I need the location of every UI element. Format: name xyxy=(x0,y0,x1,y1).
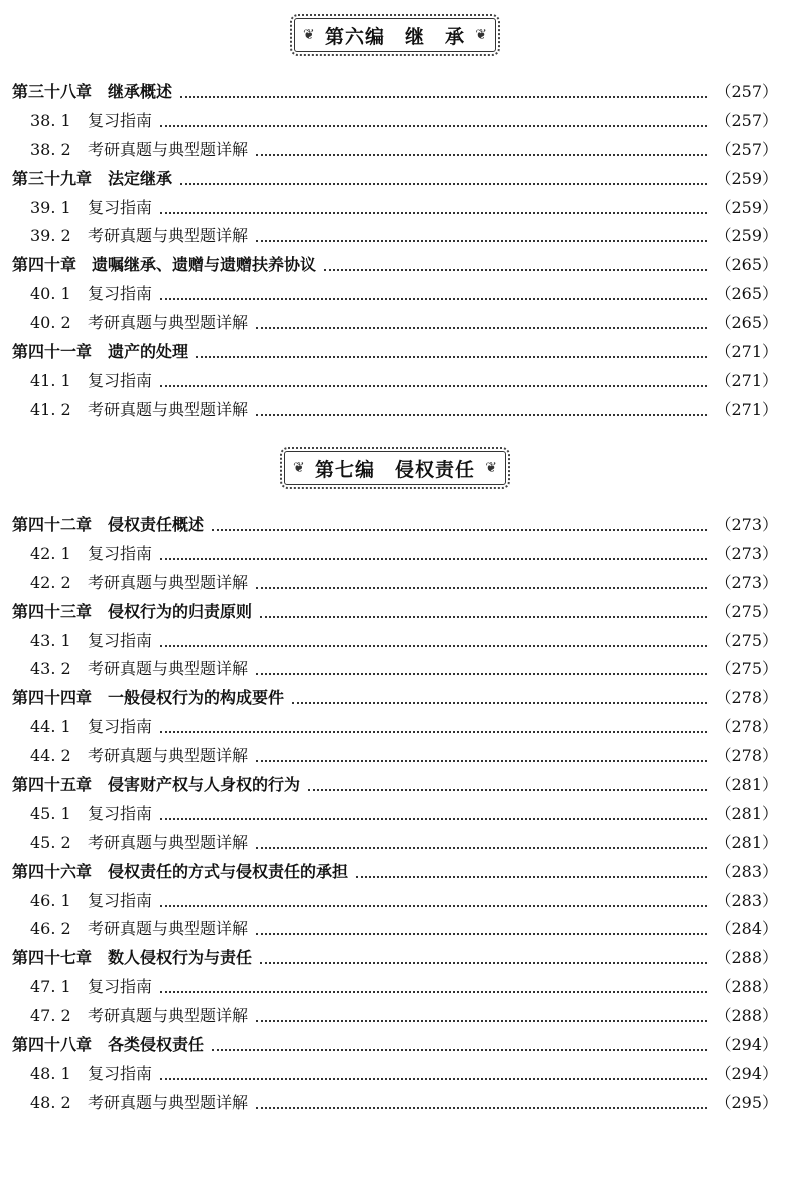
section-title: 考研真题与典型题详解 xyxy=(88,399,249,419)
page-number: （294） xyxy=(715,1063,778,1083)
section-title: 复习指南 xyxy=(88,890,153,910)
section-number: 48. 1 xyxy=(30,1063,71,1083)
chapter-title: 各类侵权责任 xyxy=(108,1035,205,1055)
page-number: （271） xyxy=(715,342,778,362)
page-number: （265） xyxy=(715,313,778,333)
page-number: （257） xyxy=(715,82,778,101)
page-number: （273） xyxy=(715,572,778,592)
toc-list-part-6 xyxy=(0,79,790,426)
dot-leader xyxy=(160,644,707,647)
page-number: （281） xyxy=(715,832,778,852)
dot-leader xyxy=(260,961,707,964)
section-number: 48. 2 xyxy=(30,1092,71,1112)
banner-frame xyxy=(294,18,496,52)
toc-chapter-row[interactable] xyxy=(0,859,790,888)
toc-section-row[interactable] xyxy=(0,830,790,859)
toc-chapter-row[interactable] xyxy=(0,945,790,974)
toc-section-row[interactable] xyxy=(0,1090,790,1119)
ornament-icon: ❦ xyxy=(485,460,497,476)
toc-section-row[interactable] xyxy=(0,310,790,339)
chapter-title: 一般侵权行为的构成要件 xyxy=(108,688,285,708)
dot-leader xyxy=(260,615,707,618)
section-title: 复习指南 xyxy=(88,370,153,390)
chapter-number: 第四十五章 xyxy=(12,775,93,795)
page-number: （271） xyxy=(715,399,778,419)
toc-section-row[interactable] xyxy=(0,368,790,397)
section-number: 40. 2 xyxy=(30,313,71,333)
section-number: 39. 2 xyxy=(30,226,71,246)
page-number: （288） xyxy=(715,948,778,968)
page-number: （271） xyxy=(715,370,778,390)
ornament-icon: ❦ xyxy=(292,460,305,476)
chapter-number: 第四十一章 xyxy=(12,342,93,362)
dot-leader xyxy=(212,528,707,531)
page-number: （281） xyxy=(715,803,778,823)
toc-section-row[interactable] xyxy=(0,1003,790,1032)
section-number: 42. 2 xyxy=(30,572,71,592)
page-number: （288） xyxy=(715,1006,778,1026)
chapter-title: 侵权责任概述 xyxy=(108,515,205,534)
toc-chapter-row[interactable] xyxy=(0,166,790,195)
page-number: （275） xyxy=(715,601,778,621)
ornament-icon: ❦ xyxy=(475,27,487,43)
dot-leader xyxy=(256,1019,707,1022)
section-number: 38. 2 xyxy=(30,139,71,159)
page-number: （284） xyxy=(715,919,778,939)
section-title: 复习指南 xyxy=(88,1063,153,1083)
page-number: （294） xyxy=(715,1035,778,1055)
dot-leader xyxy=(256,326,707,329)
section-title: 复习指南 xyxy=(88,543,153,563)
toc-section-row[interactable] xyxy=(0,281,790,310)
section-title: 复习指南 xyxy=(88,197,153,217)
toc-section-row[interactable] xyxy=(0,137,790,166)
chapter-number: 第三十九章 xyxy=(12,168,93,188)
toc-section-row[interactable] xyxy=(0,108,790,137)
section-number: 40. 1 xyxy=(30,284,71,304)
banner-frame xyxy=(284,451,506,485)
toc-section-row[interactable] xyxy=(0,570,790,599)
section-number: 46. 1 xyxy=(30,890,71,910)
section-title: 考研真题与典型题详解 xyxy=(88,1092,249,1112)
dot-leader xyxy=(160,817,707,820)
toc-section-row[interactable] xyxy=(0,195,790,224)
section-number: 41. 2 xyxy=(30,399,71,419)
section-title: 复习指南 xyxy=(88,630,153,650)
page-number: （257） xyxy=(715,139,778,159)
section-title: 考研真题与典型题详解 xyxy=(88,226,249,246)
dot-leader xyxy=(256,672,707,675)
section-number: 43. 1 xyxy=(30,630,71,650)
dot-leader xyxy=(256,932,707,935)
dot-leader xyxy=(160,124,707,127)
section-number: 47. 1 xyxy=(30,977,71,997)
page-number: （278） xyxy=(715,746,778,766)
section-number: 46. 2 xyxy=(30,919,71,939)
section-number: 44. 1 xyxy=(30,717,71,737)
section-title: 考研真题与典型题详解 xyxy=(88,1006,249,1026)
dot-leader xyxy=(256,239,707,242)
dot-leader xyxy=(160,990,707,993)
part-banner-6 xyxy=(0,12,790,58)
dot-leader xyxy=(212,1048,707,1051)
page-number: （278） xyxy=(715,717,778,737)
toc-chapter-row[interactable] xyxy=(0,1032,790,1061)
toc-section-row[interactable] xyxy=(0,656,790,685)
chapter-title: 侵害财产权与人身权的行为 xyxy=(108,775,301,795)
page-number: （273） xyxy=(715,515,778,534)
page-number: （265） xyxy=(715,284,778,304)
chapter-title: 侵权行为的归责原则 xyxy=(108,601,253,621)
toc-section-row[interactable] xyxy=(0,397,790,426)
section-number: 42. 1 xyxy=(30,543,71,563)
page-number: （259） xyxy=(715,197,778,217)
dot-leader xyxy=(324,268,707,271)
dot-leader xyxy=(256,153,707,156)
part-title: 第六编 继 承 xyxy=(324,25,465,48)
dot-leader xyxy=(256,586,707,589)
page-number: （288） xyxy=(715,977,778,997)
dot-leader xyxy=(180,95,707,98)
toc-section-row[interactable] xyxy=(0,1061,790,1090)
dot-leader xyxy=(160,904,707,907)
dot-leader xyxy=(160,1077,707,1080)
page-number: （259） xyxy=(715,226,778,246)
toc-chapter-row[interactable] xyxy=(0,599,790,628)
page-number: （265） xyxy=(715,255,778,275)
part-banner-7 xyxy=(0,445,790,491)
toc-section-row[interactable] xyxy=(0,223,790,252)
dot-leader xyxy=(160,384,707,387)
page-number: （275） xyxy=(715,659,778,679)
toc-chapter-row[interactable] xyxy=(0,685,790,714)
section-number: 39. 1 xyxy=(30,197,71,217)
section-title: 考研真题与典型题详解 xyxy=(88,746,249,766)
dot-leader xyxy=(256,1106,707,1109)
toc-section-row[interactable] xyxy=(0,888,790,917)
chapter-number: 第四十八章 xyxy=(12,1035,93,1055)
dot-leader xyxy=(256,759,707,762)
dot-leader xyxy=(180,182,707,185)
chapter-number: 第三十八章 xyxy=(12,82,93,101)
page-number: （283） xyxy=(715,890,778,910)
section-title: 考研真题与典型题详解 xyxy=(88,139,249,159)
chapter-number: 第四十二章 xyxy=(12,515,93,534)
page-number: （283） xyxy=(715,861,778,881)
section-title: 考研真题与典型题详解 xyxy=(88,572,249,592)
chapter-number: 第四十六章 xyxy=(12,861,93,881)
dot-leader xyxy=(160,297,707,300)
dot-leader xyxy=(160,211,707,214)
chapter-title: 遗嘱继承、遗赠与遗赠扶养协议 xyxy=(92,255,317,275)
page-number: （259） xyxy=(715,168,778,188)
chapter-title: 法定继承 xyxy=(108,168,173,188)
toc-chapter-row[interactable] xyxy=(0,512,790,541)
ornament-icon: ❦ xyxy=(302,27,315,43)
dot-leader xyxy=(308,788,707,791)
page-number: （281） xyxy=(715,775,778,795)
chapter-number: 第四十三章 xyxy=(12,601,93,621)
section-title: 考研真题与典型题详解 xyxy=(88,919,249,939)
page-number: （273） xyxy=(715,543,778,563)
toc-section-row[interactable] xyxy=(0,541,790,570)
dot-leader xyxy=(196,355,707,358)
page-number: （295） xyxy=(715,1092,778,1112)
section-title: 考研真题与典型题详解 xyxy=(88,659,249,679)
chapter-title: 遗产的处理 xyxy=(108,342,189,362)
page-number: （278） xyxy=(715,688,778,708)
section-number: 41. 1 xyxy=(30,370,71,390)
section-number: 43. 2 xyxy=(30,659,71,679)
toc-chapter-row[interactable] xyxy=(0,79,790,108)
dot-leader xyxy=(256,413,707,416)
toc-chapter-row[interactable] xyxy=(0,339,790,368)
toc-section-row[interactable] xyxy=(0,743,790,772)
dot-leader xyxy=(356,875,707,878)
chapter-title: 继承概述 xyxy=(108,82,173,101)
section-title: 复习指南 xyxy=(88,977,153,997)
toc-chapter-row[interactable] xyxy=(0,252,790,281)
section-title: 考研真题与典型题详解 xyxy=(88,832,249,852)
dot-leader xyxy=(292,701,707,704)
dot-leader xyxy=(160,730,707,733)
dot-leader xyxy=(256,846,707,849)
toc-section-row[interactable] xyxy=(0,628,790,657)
dot-leader xyxy=(160,557,707,560)
toc-chapter-row[interactable] xyxy=(0,772,790,801)
toc-section-row[interactable] xyxy=(0,974,790,1003)
section-title: 考研真题与典型题详解 xyxy=(88,313,249,333)
section-number: 38. 1 xyxy=(30,110,71,130)
chapter-number: 第四十章 xyxy=(12,255,77,275)
section-title: 复习指南 xyxy=(88,284,153,304)
section-title: 复习指南 xyxy=(88,110,153,130)
chapter-number: 第四十七章 xyxy=(12,948,93,968)
section-number: 47. 2 xyxy=(30,1006,71,1026)
toc-section-row[interactable] xyxy=(0,916,790,945)
section-number: 45. 2 xyxy=(30,832,71,852)
chapter-title: 侵权责任的方式与侵权责任的承担 xyxy=(108,861,349,881)
section-title: 复习指南 xyxy=(88,803,153,823)
toc-section-row[interactable] xyxy=(0,801,790,830)
chapter-number: 第四十四章 xyxy=(12,688,93,708)
toc-section-row[interactable] xyxy=(0,714,790,743)
page-number: （257） xyxy=(715,110,778,130)
section-number: 44. 2 xyxy=(30,746,71,766)
section-number: 45. 1 xyxy=(30,803,71,823)
toc-list-part-7 xyxy=(0,512,790,1119)
part-title: 第七编 侵权责任 xyxy=(314,458,475,481)
section-title: 复习指南 xyxy=(88,717,153,737)
page-number: （275） xyxy=(715,630,778,650)
chapter-title: 数人侵权行为与责任 xyxy=(108,948,253,968)
